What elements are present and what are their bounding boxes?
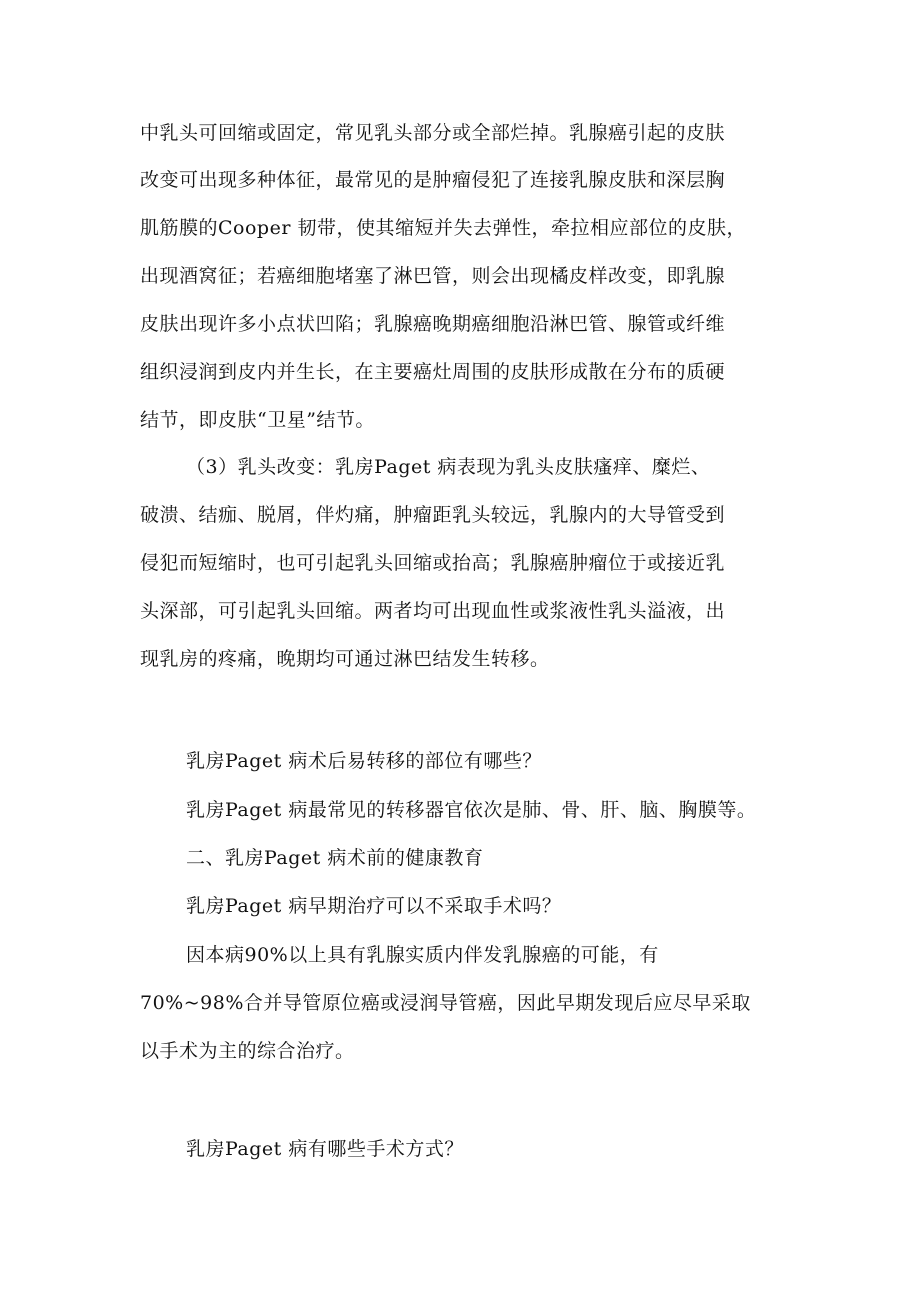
paragraph-line: 破溃、结痂、脱屑，伴灼痛，肿瘤距乳头较远，乳腺内的大导管受到: [140, 504, 726, 526]
question-2: 乳房Paget 病早期治疗可以不采取手术吗？: [186, 895, 562, 917]
paragraph-line: 改变可出现多种体征，最常见的是肿瘤侵犯了连接乳腺皮肤和深层胸: [140, 169, 726, 191]
paragraph-line: 出现酒窝征；若癌细胞堵塞了淋巴管，则会出现橘皮样改变，即乳腺: [140, 265, 726, 287]
paragraph-line: 结节，即皮肤“卫星”结节。: [140, 409, 375, 431]
paragraph-line: 头深部，可引起乳头回缩。两者均可出现血性或浆液性乳头溢液，出: [140, 600, 726, 622]
answer-2-line: 以手术为主的综合治疗。: [140, 1040, 355, 1062]
question-1: 乳房Paget 病术后易转移的部位有哪些？: [186, 750, 542, 772]
paragraph-line: 皮肤出现许多小点状凹陷；乳腺癌晚期癌细胞沿淋巴管、腺管或纤维: [140, 313, 726, 335]
section-heading: 二、乳房Paget 病术前的健康教育: [186, 847, 484, 869]
paragraph-line: 中乳头可回缩或固定，常见乳头部分或全部烂掉。乳腺癌引起的皮肤: [140, 122, 726, 144]
paragraph-line: 组织浸润到皮内并生长，在主要癌灶周围的皮肤形成散在分布的质硬: [140, 361, 726, 383]
paragraph-line: 肌筋膜的Cooper 韧带，使其缩短并失去弹性，牵拉相应部位的皮肤，: [140, 217, 746, 239]
paragraph-line: 现乳房的疼痛，晚期均可通过淋巴结发生转移。: [140, 648, 550, 670]
answer-2-line: 70%~98%合并导管原位癌或浸润导管癌，因此早期发现后应尽早采取: [140, 992, 751, 1014]
answer-1: 乳房Paget 病最常见的转移器官依次是肺、骨、肝、脑、胸膜等。: [186, 799, 757, 821]
answer-2-line: 因本病90%以上具有乳腺实质内伴发乳腺癌的可能，有: [186, 944, 659, 966]
paragraph-line: 侵犯而短缩时，也可引起乳头回缩或抬高；乳腺癌肿瘤位于或接近乳: [140, 552, 726, 574]
paragraph-line: （3）乳头改变：乳房Paget 病表现为乳头皮肤瘙痒、糜烂、: [186, 456, 711, 478]
question-3: 乳房Paget 病有哪些手术方式？: [186, 1138, 464, 1160]
